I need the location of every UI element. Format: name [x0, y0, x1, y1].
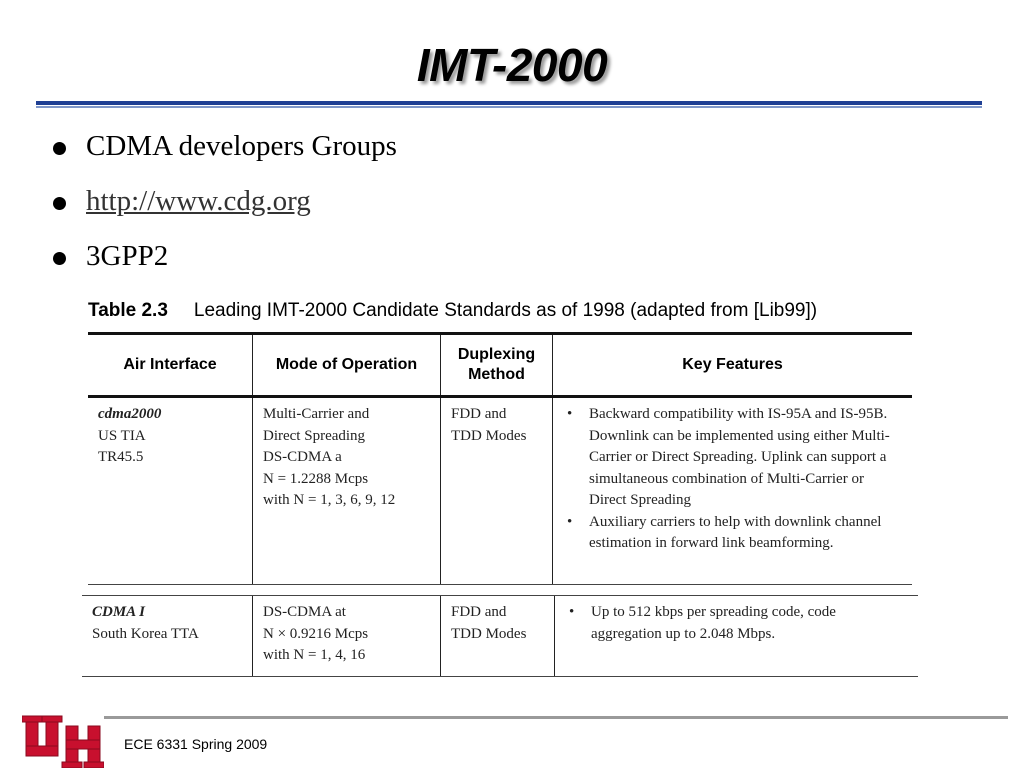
air-interface-cell: [88, 398, 253, 584]
slide-title: IMT-2000: [416, 39, 608, 91]
table-header-row: [88, 335, 912, 395]
bullet-text: CDMA developers Groups: [86, 130, 397, 162]
air-interface-org: South Korea TTA: [92, 625, 199, 642]
feature-bullet-icon: •: [567, 406, 573, 422]
mode-line: N = 1.2288 Mcps: [263, 470, 369, 487]
footer-course-label: ECE 6331 Spring 2009: [124, 736, 268, 752]
header-duplexing: [441, 335, 553, 395]
feature-item: • Up to 512 kbps per spreading code, code aggregation up to 2.048 Mbps.: [569, 604, 836, 642]
table-caption: [88, 296, 918, 326]
mode-line: Direct Spreading: [263, 427, 366, 444]
features-cell: [553, 398, 912, 584]
header-key-features: Key Features: [682, 356, 783, 373]
bullet-dot-icon: [53, 142, 66, 155]
duplex-cell: [441, 398, 553, 584]
mode-line: DS-CDMA a: [263, 449, 342, 465]
feature-item: • Backward compatibility with IS-95A and IS-95B. Downlink can be implemented using either Multi-Carrier or Direct Spreading. Uplink can support a simultaneous combination of Multi-Carrier or Direct Spreading: [567, 406, 890, 508]
feature-bullet-icon: •: [567, 513, 573, 530]
cdg-link[interactable]: http://www.cdg.org: [86, 185, 311, 217]
duplex-line: FDD and: [451, 604, 507, 620]
bullet-item: [50, 187, 397, 216]
bullet-text: 3GPP2: [86, 240, 169, 272]
duplex-line: TDD Modes: [451, 427, 527, 444]
duplex-cell: [441, 596, 555, 676]
feature-item: • Auxiliary carriers to help with downlink channel estimation in forward link beamforming.: [567, 513, 882, 551]
title-divider: [36, 101, 982, 105]
air-interface-name: cdma2000: [98, 406, 162, 422]
bullet-list: [50, 132, 397, 297]
bullet-dot-icon: [53, 197, 66, 210]
duplex-line: TDD Modes: [451, 625, 527, 642]
mode-line: Multi-Carrier and: [263, 406, 370, 422]
mode-line: with N = 1, 4, 16: [263, 647, 366, 663]
uh-logo-icon: [22, 712, 104, 768]
mode-line: N × 0.9216 Mcps: [263, 625, 369, 642]
bullet-item: [50, 242, 397, 271]
bullet-item: [50, 132, 397, 161]
mode-cell: [253, 596, 441, 676]
mode-line: DS-CDMA at: [263, 604, 346, 620]
standards-table-image: [82, 296, 918, 677]
table-row: [88, 398, 912, 584]
footer-divider: [104, 716, 1008, 719]
table-rule: [82, 676, 918, 677]
mode-cell: [253, 398, 441, 584]
air-interface-name: CDMA I: [92, 604, 145, 620]
duplex-line: FDD and: [451, 406, 507, 422]
bullet-dot-icon: [53, 252, 66, 265]
header-air-interface: Air Interface: [88, 335, 253, 395]
feature-bullet-icon: •: [569, 604, 575, 620]
header-duplexing-text: Duplexing Method: [457, 346, 536, 383]
table-caption-label: Table 2.3: [88, 300, 168, 321]
mode-line: with N = 1, 3, 6, 9, 12: [263, 492, 396, 508]
air-interface-org: US TIA: [98, 427, 146, 444]
features-cell: [555, 596, 918, 676]
table-caption-text: Leading IMT-2000 Candidate Standards as of 1998 (adapted from [Lib99]): [193, 300, 818, 321]
title-divider-accent: [36, 106, 982, 108]
table-row: [82, 596, 918, 676]
header-mode: Mode of Operation: [253, 335, 441, 395]
air-interface-org: TR45.5: [98, 449, 144, 465]
air-interface-cell: [82, 596, 253, 676]
